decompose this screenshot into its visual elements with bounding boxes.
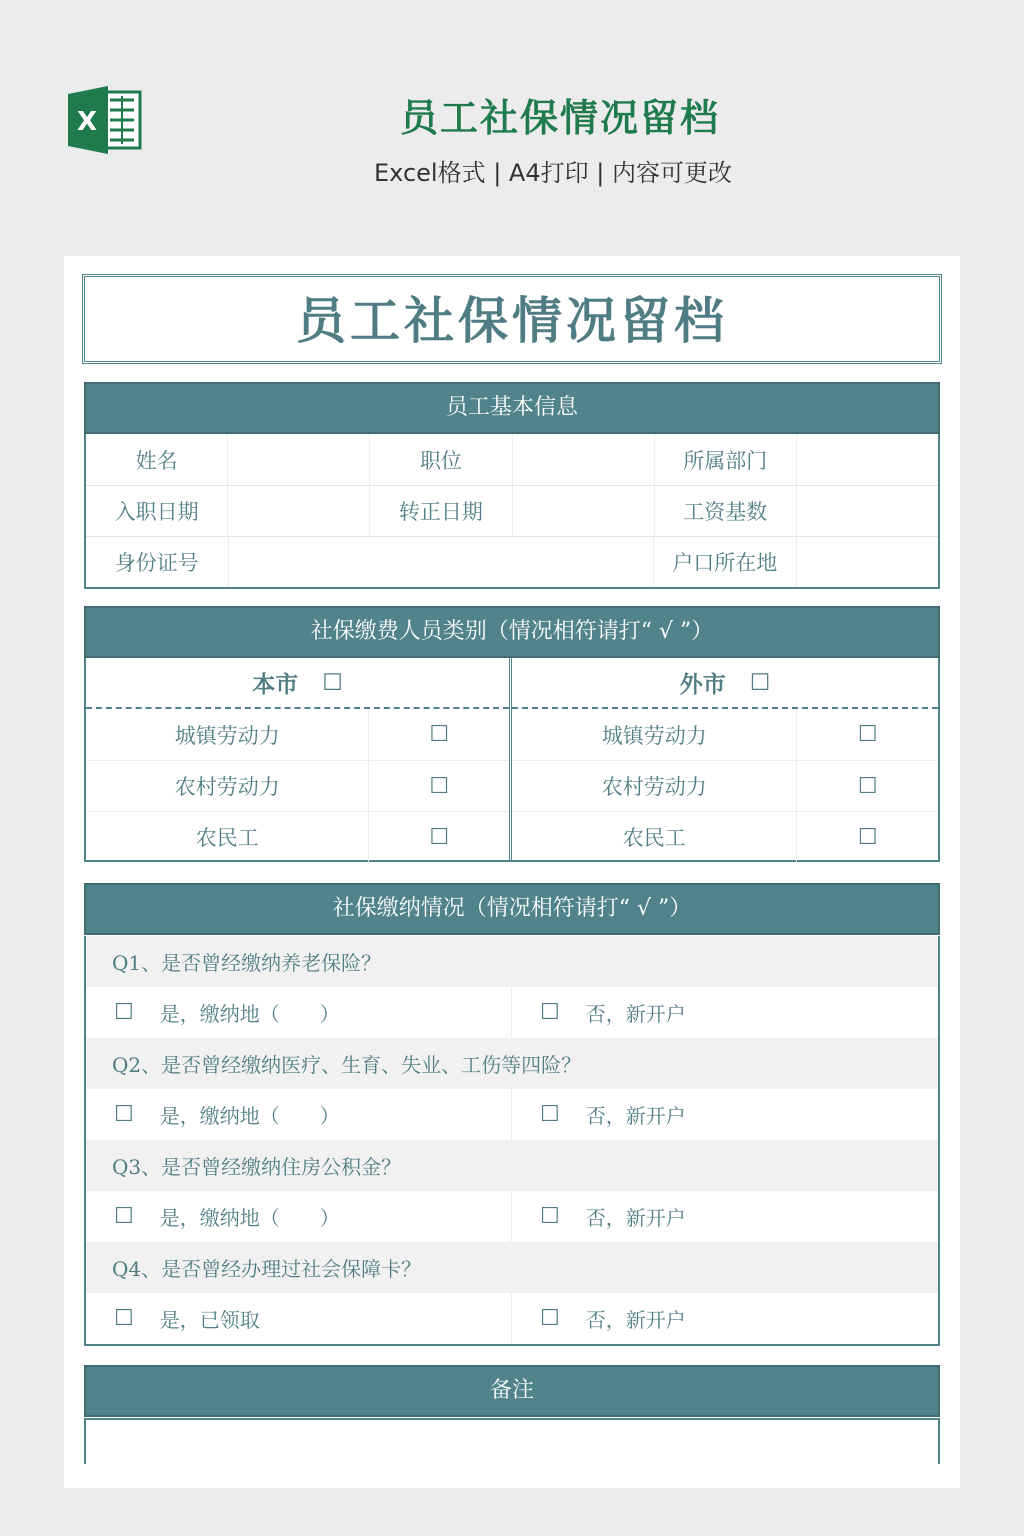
input-name[interactable] bbox=[228, 434, 370, 485]
checkbox-icon[interactable]: ☐ bbox=[114, 1000, 134, 1025]
checkbox-icon[interactable]: ☐ bbox=[114, 1102, 134, 1127]
nonlocal-item-urban: 城镇劳动力 bbox=[512, 709, 797, 760]
section-header-basic-info: 员工基本信息 bbox=[84, 382, 940, 434]
local-item-urban: 城镇劳动力 bbox=[86, 709, 369, 760]
local-rural-checkbox[interactable]: ☐ bbox=[429, 773, 450, 799]
input-regular-date[interactable] bbox=[513, 486, 655, 536]
label-hukou: 户口所在地 bbox=[654, 537, 797, 587]
local-label: 本市 bbox=[252, 671, 299, 698]
section-header-remark: 备注 bbox=[84, 1365, 940, 1417]
question-2: Q2、是否曾经缴纳医疗、生育、失业、工伤等四险？ bbox=[86, 1038, 938, 1089]
table-row bbox=[512, 811, 938, 862]
label-join-date: 入职日期 bbox=[86, 486, 228, 536]
local-column bbox=[86, 658, 512, 860]
input-salary-base[interactable] bbox=[797, 486, 938, 536]
q2-no-label: 否，新开户 bbox=[585, 1104, 686, 1128]
checkbox-icon[interactable]: ☐ bbox=[540, 1000, 560, 1025]
table-row bbox=[512, 709, 938, 760]
checkbox-icon[interactable]: ☐ bbox=[114, 1306, 134, 1331]
nonlocal-urban-checkbox[interactable]: ☐ bbox=[857, 722, 878, 747]
page-header bbox=[0, 0, 1024, 255]
label-salary-base: 工资基数 bbox=[655, 486, 797, 536]
label-regular-date: 转正日期 bbox=[370, 486, 512, 536]
label-name: 姓名 bbox=[86, 434, 228, 485]
answer-row-4 bbox=[86, 1293, 938, 1344]
q4-no-label: 否，新开户 bbox=[585, 1308, 686, 1332]
payment-table bbox=[84, 936, 940, 1346]
q3-no-option[interactable] bbox=[512, 1191, 938, 1242]
question-1: Q1、是否曾经缴纳养老保险？ bbox=[86, 936, 938, 987]
table-row bbox=[86, 709, 509, 760]
section-header-category: 社保缴费人员类别（情况相符请打“ √ ”） bbox=[84, 606, 940, 658]
local-checkbox[interactable]: ☐ bbox=[322, 669, 343, 696]
nonlocal-item-migrant: 农民工 bbox=[512, 812, 797, 862]
input-position[interactable] bbox=[513, 434, 655, 485]
answer-row-3 bbox=[86, 1191, 938, 1242]
input-join-date[interactable] bbox=[228, 486, 370, 536]
checkbox-icon[interactable]: ☐ bbox=[540, 1306, 560, 1331]
label-position: 职位 bbox=[370, 434, 512, 485]
input-hukou[interactable] bbox=[797, 537, 939, 587]
q4-yes-label: 是，已领取 bbox=[159, 1308, 260, 1332]
nonlocal-label: 外市 bbox=[679, 671, 726, 698]
table-row bbox=[86, 536, 938, 587]
q1-yes-option[interactable] bbox=[86, 987, 512, 1038]
q1-no-label: 否，新开户 bbox=[585, 1002, 686, 1026]
local-header bbox=[86, 658, 509, 709]
nonlocal-migrant-checkbox[interactable]: ☐ bbox=[857, 824, 878, 850]
nonlocal-column bbox=[512, 658, 938, 860]
table-row bbox=[86, 760, 509, 811]
page-subtitle: Excel格式 | A4打印 | 内容可更改 bbox=[374, 159, 732, 187]
form-sheet bbox=[64, 256, 960, 1488]
q3-yes-option[interactable] bbox=[86, 1191, 512, 1242]
q4-yes-option[interactable] bbox=[86, 1293, 512, 1344]
q1-yes-label: 是，缴纳地（ ） bbox=[159, 1002, 340, 1026]
question-3: Q3、是否曾经缴纳住房公积金？ bbox=[86, 1140, 938, 1191]
checkbox-icon[interactable]: ☐ bbox=[540, 1204, 560, 1229]
label-department: 所属部门 bbox=[655, 434, 797, 485]
section-header-payment: 社保缴纳情况（情况相符请打“ √ ”） bbox=[84, 883, 940, 935]
checkbox-icon[interactable]: ☐ bbox=[114, 1204, 134, 1229]
q2-yes-label: 是，缴纳地（ ） bbox=[159, 1104, 340, 1128]
local-migrant-checkbox[interactable]: ☐ bbox=[429, 824, 450, 850]
nonlocal-checkbox[interactable]: ☐ bbox=[749, 669, 771, 696]
q2-yes-option[interactable] bbox=[86, 1089, 512, 1140]
q3-no-label: 否，新开户 bbox=[585, 1206, 686, 1230]
remark-input[interactable] bbox=[84, 1418, 940, 1464]
nonlocal-header bbox=[512, 658, 938, 709]
q3-yes-label: 是，缴纳地（ ） bbox=[159, 1206, 340, 1230]
input-id-number[interactable] bbox=[229, 537, 655, 587]
input-department[interactable] bbox=[797, 434, 938, 485]
form-title: 员工社保情况留档 bbox=[296, 292, 728, 350]
local-urban-checkbox[interactable]: ☐ bbox=[429, 722, 450, 747]
page-title: 员工社保情况留档 bbox=[400, 96, 721, 140]
category-table bbox=[84, 658, 940, 862]
local-item-migrant: 农民工 bbox=[86, 812, 369, 862]
table-row bbox=[512, 760, 938, 811]
table-row bbox=[86, 434, 938, 485]
q1-no-option[interactable] bbox=[512, 987, 938, 1038]
answer-row-2 bbox=[86, 1089, 938, 1140]
svg-text:X: X bbox=[77, 107, 98, 137]
checkbox-icon[interactable]: ☐ bbox=[540, 1102, 560, 1127]
nonlocal-item-rural: 农村劳动力 bbox=[512, 761, 797, 811]
question-4: Q4、是否曾经办理过社会保障卡？ bbox=[86, 1242, 938, 1293]
label-id-number: 身份证号 bbox=[86, 537, 229, 587]
table-row bbox=[86, 485, 938, 536]
excel-icon bbox=[68, 86, 142, 154]
q2-no-option[interactable] bbox=[512, 1089, 938, 1140]
nonlocal-rural-checkbox[interactable]: ☐ bbox=[857, 773, 878, 799]
answer-row-1 bbox=[86, 987, 938, 1038]
table-row bbox=[86, 811, 509, 862]
form-title-box bbox=[82, 274, 942, 364]
local-item-rural: 农村劳动力 bbox=[86, 761, 369, 811]
q4-no-option[interactable] bbox=[512, 1293, 938, 1344]
basic-info-table bbox=[84, 434, 940, 589]
